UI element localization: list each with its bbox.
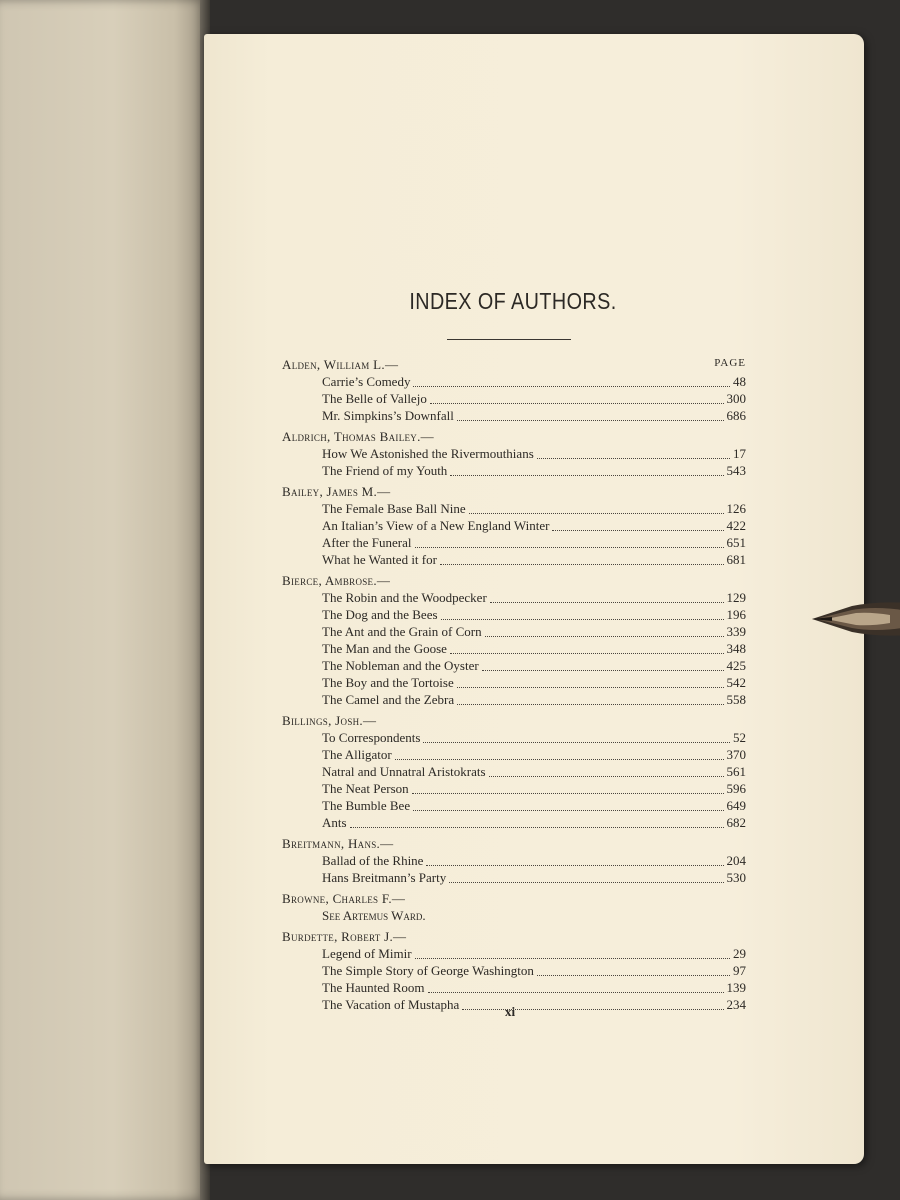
entry-title: The Camel and the Zebra bbox=[322, 692, 455, 707]
index-entry bbox=[322, 764, 746, 781]
entry-title: The Man and the Goose bbox=[322, 641, 447, 656]
index-entry bbox=[322, 798, 746, 815]
entry-page-number: 204 bbox=[726, 853, 746, 868]
entry-title: The Robin and the Woodpecker bbox=[322, 590, 487, 605]
dot-leader bbox=[413, 809, 723, 811]
entry-page-number: 196 bbox=[726, 607, 746, 622]
index-entry bbox=[322, 946, 746, 963]
index-entry bbox=[322, 730, 746, 747]
index-entry bbox=[322, 590, 746, 607]
index-entry bbox=[322, 747, 746, 764]
entry-title: The Simple Story of George Washington bbox=[322, 963, 534, 978]
entry-title: The Ant and the Grain of Corn bbox=[322, 624, 482, 639]
entry-title: Natral and Unnatral Aristokrats bbox=[322, 764, 486, 779]
index-entry bbox=[322, 624, 746, 641]
index-entry bbox=[322, 853, 746, 870]
index-entry bbox=[322, 374, 746, 391]
author-heading: Aldrich, Thomas Bailey.— bbox=[282, 429, 434, 444]
index-entry bbox=[322, 815, 746, 832]
page-title: INDEX OF AUTHORS. bbox=[409, 288, 617, 314]
entry-page-number: 52 bbox=[733, 730, 746, 745]
index-entry bbox=[322, 675, 746, 692]
page-folio: xi bbox=[504, 1004, 516, 1019]
entry-title: After the Funeral bbox=[322, 535, 412, 550]
entry-page-number: 422 bbox=[726, 518, 746, 533]
entry-page-number: 542 bbox=[726, 675, 746, 690]
entry-title: The Female Base Ball Nine bbox=[322, 501, 466, 516]
entry-page-number: 139 bbox=[726, 980, 746, 995]
index-entry bbox=[322, 552, 746, 569]
index-entry bbox=[322, 980, 746, 997]
index-entry bbox=[322, 501, 746, 518]
entry-page-number: 651 bbox=[726, 535, 746, 550]
index-entry bbox=[322, 781, 746, 798]
entry-page-number: 300 bbox=[726, 391, 746, 406]
dot-leader bbox=[415, 546, 724, 548]
index-entry bbox=[322, 692, 746, 709]
entry-title: The Neat Person bbox=[322, 781, 409, 796]
entry-page-number: 682 bbox=[726, 815, 746, 830]
pen-tip-icon bbox=[812, 598, 900, 640]
author-heading: Burdette, Robert J.— bbox=[282, 929, 407, 944]
entry-page-number: 129 bbox=[726, 590, 746, 605]
author-heading: Browne, Charles F.— bbox=[282, 891, 406, 906]
entry-page-number: 17 bbox=[733, 446, 746, 461]
entry-page-number: 425 bbox=[726, 658, 746, 673]
entry-title: The Nobleman and the Oyster bbox=[322, 658, 479, 673]
entry-title: The Boy and the Tortoise bbox=[322, 675, 454, 690]
dot-leader bbox=[426, 864, 723, 866]
entry-page-number: 97 bbox=[733, 963, 746, 978]
dot-leader bbox=[440, 563, 724, 565]
index-entry bbox=[322, 607, 746, 624]
index-entry bbox=[322, 535, 746, 552]
index-entry bbox=[322, 408, 746, 425]
entry-title: An Italian’s View of a New England Winter bbox=[322, 518, 550, 533]
entry-title: The Dog and the Bees bbox=[322, 607, 438, 622]
index-entry bbox=[322, 446, 746, 463]
dot-leader bbox=[469, 512, 724, 514]
entry-title: The Haunted Room bbox=[322, 980, 425, 995]
entry-page-number: 681 bbox=[726, 552, 746, 567]
see-reference: See Artemus Ward. bbox=[322, 908, 426, 923]
entry-title: Legend of Mimir bbox=[322, 946, 412, 961]
entry-title: To Correspondents bbox=[322, 730, 421, 745]
entry-title: The Vacation of Mustapha bbox=[322, 997, 460, 1012]
entry-page-number: 561 bbox=[726, 764, 746, 779]
dot-leader bbox=[430, 402, 724, 404]
entry-page-number: 370 bbox=[726, 747, 746, 762]
dot-leader bbox=[552, 529, 723, 531]
entry-title: The Bumble Bee bbox=[322, 798, 411, 813]
dot-leader bbox=[412, 792, 724, 794]
dot-leader bbox=[485, 635, 724, 637]
dot-leader bbox=[423, 741, 730, 743]
author-heading: Bierce, Ambrose.— bbox=[282, 573, 391, 588]
dot-leader bbox=[350, 826, 724, 828]
index-entry bbox=[322, 997, 746, 1014]
index-entry bbox=[322, 391, 746, 408]
dot-leader bbox=[450, 474, 723, 476]
dot-leader bbox=[489, 775, 724, 777]
index-entry bbox=[322, 463, 746, 480]
entry-page-number: 234 bbox=[726, 997, 746, 1012]
entry-page-number: 530 bbox=[726, 870, 746, 885]
index-entry bbox=[322, 963, 746, 980]
entry-title: Carrie’s Comedy bbox=[322, 374, 411, 389]
dot-leader bbox=[415, 957, 730, 959]
title-rule bbox=[447, 339, 571, 340]
entry-page-number: 596 bbox=[726, 781, 746, 796]
dot-leader bbox=[428, 991, 724, 993]
entry-page-number: 558 bbox=[726, 692, 746, 707]
dot-leader bbox=[457, 703, 723, 705]
dot-leader bbox=[537, 974, 730, 976]
entry-title: How We Astonished the Rivermouthians bbox=[322, 446, 534, 461]
entry-title: The Alligator bbox=[322, 747, 392, 762]
entry-title: Hans Breitmann’s Party bbox=[322, 870, 447, 885]
dot-leader bbox=[537, 457, 730, 459]
entry-page-number: 348 bbox=[726, 641, 746, 656]
index-entry bbox=[322, 658, 746, 675]
entry-title: What he Wanted it for bbox=[322, 552, 437, 567]
author-heading: Bailey, James M.— bbox=[282, 484, 391, 499]
dot-leader bbox=[450, 652, 724, 654]
dot-leader bbox=[457, 419, 724, 421]
entry-page-number: 126 bbox=[726, 501, 746, 516]
dot-leader bbox=[395, 758, 724, 760]
entry-page-number: 29 bbox=[733, 946, 746, 961]
index-entry bbox=[322, 518, 746, 535]
dot-leader bbox=[449, 881, 723, 883]
left-page bbox=[0, 0, 206, 1200]
index-entry bbox=[322, 641, 746, 658]
dot-leader bbox=[490, 601, 724, 603]
author-heading: Billings, Josh.— bbox=[282, 713, 377, 728]
author-heading: Alden, William L.— bbox=[282, 357, 399, 372]
entry-page-number: 48 bbox=[733, 374, 746, 389]
entry-title: Ballad of the Rhine bbox=[322, 853, 424, 868]
author-heading: Breitmann, Hans.— bbox=[282, 836, 394, 851]
entry-title: The Friend of my Youth bbox=[322, 463, 448, 478]
dot-leader bbox=[482, 669, 724, 671]
entry-page-number: 543 bbox=[726, 463, 746, 478]
entry-page-number: 649 bbox=[726, 798, 746, 813]
dot-leader bbox=[441, 618, 724, 620]
index-entry bbox=[322, 870, 746, 887]
entry-title: Ants bbox=[322, 815, 347, 830]
dot-leader bbox=[457, 686, 724, 688]
dot-leader bbox=[413, 385, 730, 387]
entry-page-number: 339 bbox=[726, 624, 746, 639]
entry-page-number: 686 bbox=[726, 408, 746, 423]
entry-title: The Belle of Vallejo bbox=[322, 391, 427, 406]
page-column-header: PAGE bbox=[714, 357, 746, 369]
entry-title: Mr. Simpkins’s Downfall bbox=[322, 408, 454, 423]
